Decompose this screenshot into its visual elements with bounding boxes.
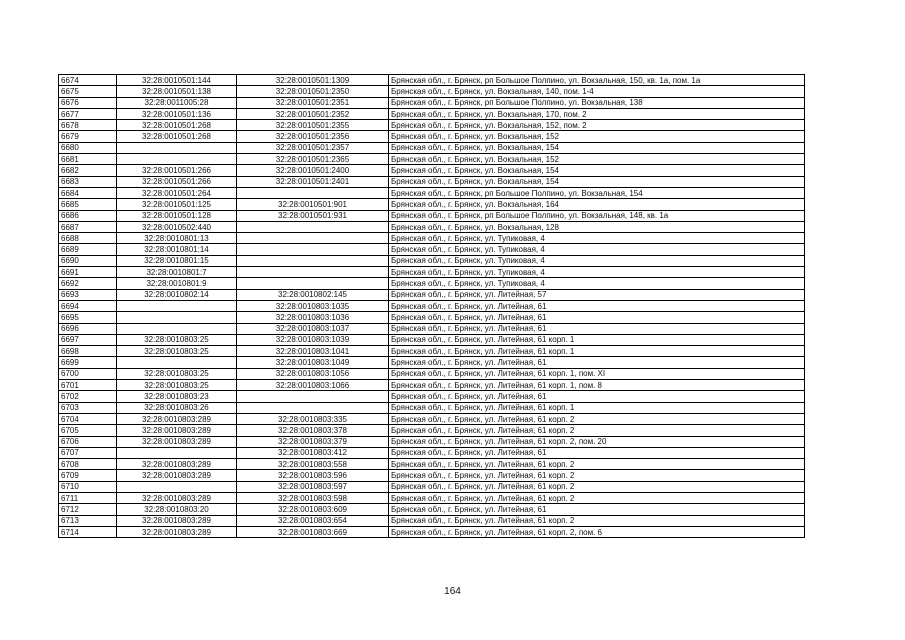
land-cadastral-number-cell [117, 154, 237, 165]
row-number-cell: 6681 [59, 154, 117, 165]
object-cadastral-number-cell: 32:28:0010803:609 [237, 504, 389, 515]
table-row [59, 267, 805, 278]
land-cadastral-number-cell: 32:28:0010803:20 [117, 504, 237, 515]
address-cell: Брянская обл., г. Брянск, ул. Литейная, 61 корп. 2 [389, 459, 805, 470]
table-row [59, 187, 805, 198]
address-cell: Брянская обл., г. Брянск, ул. Литейная, 61 корп. 2 [389, 481, 805, 492]
land-cadastral-number-cell: 32:28:0010803:289 [117, 515, 237, 526]
row-number-cell: 6702 [59, 391, 117, 402]
address-cell: Брянская обл., г. Брянск, ул. Литейная, 61 корп. 2 [389, 470, 805, 481]
table-row [59, 402, 805, 413]
object-cadastral-number-cell: 32:28:0010501:2365 [237, 154, 389, 165]
land-cadastral-number-cell [117, 481, 237, 492]
land-cadastral-number-cell: 32:28:0010501:138 [117, 86, 237, 97]
row-number-cell: 6678 [59, 120, 117, 131]
address-cell: Брянская обл., г. Брянск, ул. Вокзальная, 164 [389, 199, 805, 210]
land-cadastral-number-cell: 32:28:0011005:28 [117, 97, 237, 108]
table-row [59, 425, 805, 436]
object-cadastral-number-cell: 32:28:0010803:335 [237, 413, 389, 424]
land-cadastral-number-cell: 32:28:0010501:128 [117, 210, 237, 221]
row-number-cell: 6692 [59, 278, 117, 289]
address-cell: Брянская обл., г. Брянск, ул. Литейная, 61 [389, 357, 805, 368]
table-row [59, 176, 805, 187]
row-number-cell: 6674 [59, 75, 117, 86]
page-number: 164 [444, 586, 461, 597]
row-number-cell: 6709 [59, 470, 117, 481]
land-cadastral-number-cell: 32:28:0010501:268 [117, 120, 237, 131]
address-cell: Брянская обл., г. Брянск, ул. Литейная, 61 корп. 2 [389, 515, 805, 526]
land-cadastral-number-cell: 32:28:0010502:440 [117, 221, 237, 232]
row-number-cell: 6712 [59, 504, 117, 515]
object-cadastral-number-cell: 32:28:0010803:1037 [237, 323, 389, 334]
table-row [59, 244, 805, 255]
object-cadastral-number-cell: 32:28:0010803:558 [237, 459, 389, 470]
land-cadastral-number-cell: 32:28:0010803:289 [117, 470, 237, 481]
land-cadastral-number-cell: 32:28:0010501:266 [117, 165, 237, 176]
object-cadastral-number-cell: 32:28:0010802:145 [237, 289, 389, 300]
object-cadastral-number-cell [237, 255, 389, 266]
object-cadastral-number-cell [237, 278, 389, 289]
row-number-cell: 6699 [59, 357, 117, 368]
object-cadastral-number-cell: 32:28:0010501:2350 [237, 86, 389, 97]
row-number-cell: 6697 [59, 334, 117, 345]
land-cadastral-number-cell [117, 357, 237, 368]
address-cell: Брянская обл., г. Брянск, ул. Литейная, 61 [389, 447, 805, 458]
row-number-cell: 6686 [59, 210, 117, 221]
table-row [59, 120, 805, 131]
address-cell: Брянская обл., г. Брянск, ул. Литейная, 61 корп. 2 [389, 413, 805, 424]
row-number-cell: 6700 [59, 368, 117, 379]
row-number-cell: 6690 [59, 255, 117, 266]
address-cell: Брянская обл., г. Брянск, рп Большое Полпино, ул. Вокзальная, 148, кв. 1а [389, 210, 805, 221]
table-row [59, 357, 805, 368]
table-row [59, 459, 805, 470]
row-number-cell: 6696 [59, 323, 117, 334]
object-cadastral-number-cell: 32:28:0010803:1056 [237, 368, 389, 379]
address-cell: Брянская обл., г. Брянск, ул. Литейная, 61 корп. 1 [389, 334, 805, 345]
object-cadastral-number-cell [237, 187, 389, 198]
address-cell: Брянская обл., г. Брянск, ул. Вокзальная, 128 [389, 221, 805, 232]
land-cadastral-number-cell: 32:28:0010803:289 [117, 436, 237, 447]
table-row [59, 210, 805, 221]
address-cell: Брянская обл., г. Брянск, ул. Тупиковая, 4 [389, 267, 805, 278]
object-cadastral-number-cell [237, 267, 389, 278]
row-number-cell: 6711 [59, 492, 117, 503]
address-cell: Брянская обл., г. Брянск, ул. Вокзальная, 170, пом. 2 [389, 108, 805, 119]
table-row [59, 108, 805, 119]
table-row [59, 255, 805, 266]
land-cadastral-number-cell: 32:28:0010803:26 [117, 402, 237, 413]
table-row [59, 436, 805, 447]
land-cadastral-number-cell: 32:28:0010501:125 [117, 199, 237, 210]
table-row [59, 312, 805, 323]
registry-table [58, 74, 805, 538]
table-row [59, 447, 805, 458]
table-row [59, 221, 805, 232]
row-number-cell: 6695 [59, 312, 117, 323]
land-cadastral-number-cell: 32:28:0010801:7 [117, 267, 237, 278]
table-body [59, 75, 805, 538]
table-row [59, 470, 805, 481]
land-cadastral-number-cell: 32:28:0010802:14 [117, 289, 237, 300]
table-row [59, 154, 805, 165]
object-cadastral-number-cell: 32:28:0010803:1049 [237, 357, 389, 368]
row-number-cell: 6710 [59, 481, 117, 492]
land-cadastral-number-cell: 32:28:0010803:25 [117, 368, 237, 379]
address-cell: Брянская обл., г. Брянск, рп Большое Полпино, ул. Вокзальная, 154 [389, 187, 805, 198]
row-number-cell: 6689 [59, 244, 117, 255]
land-cadastral-number-cell: 32:28:0010803:23 [117, 391, 237, 402]
row-number-cell: 6706 [59, 436, 117, 447]
row-number-cell: 6688 [59, 233, 117, 244]
object-cadastral-number-cell: 32:28:0010501:2352 [237, 108, 389, 119]
object-cadastral-number-cell: 32:28:0010501:931 [237, 210, 389, 221]
land-cadastral-number-cell [117, 300, 237, 311]
address-cell: Брянская обл., г. Брянск, рп Большое Полпино, ул. Вокзальная, 138 [389, 97, 805, 108]
address-cell: Брянская обл., г. Брянск, ул. Литейная, 61 [389, 312, 805, 323]
row-number-cell: 6705 [59, 425, 117, 436]
land-cadastral-number-cell: 32:28:0010803:25 [117, 346, 237, 357]
table-row [59, 391, 805, 402]
object-cadastral-number-cell: 32:28:0010803:1035 [237, 300, 389, 311]
address-cell: Брянская обл., г. Брянск, ул. Литейная, 61 корп. 1 [389, 402, 805, 413]
row-number-cell: 6701 [59, 380, 117, 391]
object-cadastral-number-cell: 32:28:0010501:2355 [237, 120, 389, 131]
table-row [59, 300, 805, 311]
row-number-cell: 6675 [59, 86, 117, 97]
object-cadastral-number-cell: 32:28:0010803:597 [237, 481, 389, 492]
object-cadastral-number-cell: 32:28:0010501:2351 [237, 97, 389, 108]
row-number-cell: 6676 [59, 97, 117, 108]
land-cadastral-number-cell [117, 323, 237, 334]
row-number-cell: 6714 [59, 526, 117, 537]
land-cadastral-number-cell: 32:28:0010501:144 [117, 75, 237, 86]
object-cadastral-number-cell: 32:28:0010803:598 [237, 492, 389, 503]
object-cadastral-number-cell [237, 233, 389, 244]
address-cell: Брянская обл., г. Брянск, рп Большое Полпино, ул. Вокзальная, 150, кв. 1а, пом. 1а [389, 75, 805, 86]
land-cadastral-number-cell: 32:28:0010801:15 [117, 255, 237, 266]
table-row [59, 199, 805, 210]
object-cadastral-number-cell: 32:28:0010803:1036 [237, 312, 389, 323]
address-cell: Брянская обл., г. Брянск, ул. Литейная, 61 корп. 1, пом. 8 [389, 380, 805, 391]
row-number-cell: 6683 [59, 176, 117, 187]
address-cell: Брянская обл., г. Брянск, ул. Литейная, 61 корп. 1 [389, 346, 805, 357]
address-cell: Брянская обл., г. Брянск, ул. Вокзальная, 152 [389, 131, 805, 142]
object-cadastral-number-cell: 32:28:0010803:412 [237, 447, 389, 458]
address-cell: Брянская обл., г. Брянск, ул. Литейная, 61 корп. 1, пом. XI [389, 368, 805, 379]
land-cadastral-number-cell: 32:28:0010803:289 [117, 459, 237, 470]
table-row [59, 86, 805, 97]
land-cadastral-number-cell [117, 447, 237, 458]
object-cadastral-number-cell: 32:28:0010803:379 [237, 436, 389, 447]
row-number-cell: 6713 [59, 515, 117, 526]
object-cadastral-number-cell: 32:28:0010501:2400 [237, 165, 389, 176]
land-cadastral-number-cell: 32:28:0010801:9 [117, 278, 237, 289]
land-cadastral-number-cell [117, 142, 237, 153]
object-cadastral-number-cell: 32:28:0010803:669 [237, 526, 389, 537]
table-row [59, 346, 805, 357]
row-number-cell: 6680 [59, 142, 117, 153]
land-cadastral-number-cell: 32:28:0010801:13 [117, 233, 237, 244]
row-number-cell: 6687 [59, 221, 117, 232]
table-row [59, 131, 805, 142]
object-cadastral-number-cell [237, 402, 389, 413]
row-number-cell: 6694 [59, 300, 117, 311]
land-cadastral-number-cell: 32:28:0010803:289 [117, 492, 237, 503]
object-cadastral-number-cell: 32:28:0010501:2401 [237, 176, 389, 187]
object-cadastral-number-cell: 32:28:0010501:2357 [237, 142, 389, 153]
row-number-cell: 6703 [59, 402, 117, 413]
land-cadastral-number-cell: 32:28:0010803:289 [117, 425, 237, 436]
row-number-cell: 6684 [59, 187, 117, 198]
land-cadastral-number-cell: 32:28:0010803:289 [117, 413, 237, 424]
table-row [59, 278, 805, 289]
row-number-cell: 6698 [59, 346, 117, 357]
object-cadastral-number-cell [237, 391, 389, 402]
address-cell: Брянская обл., г. Брянск, ул. Вокзальная, 152 [389, 154, 805, 165]
table-row [59, 515, 805, 526]
object-cadastral-number-cell: 32:28:0010803:654 [237, 515, 389, 526]
object-cadastral-number-cell: 32:28:0010501:1309 [237, 75, 389, 86]
object-cadastral-number-cell [237, 244, 389, 255]
row-number-cell: 6704 [59, 413, 117, 424]
row-number-cell: 6685 [59, 199, 117, 210]
object-cadastral-number-cell: 32:28:0010803:378 [237, 425, 389, 436]
address-cell: Брянская обл., г. Брянск, ул. Литейная, 61 корп. 2, пом. 20 [389, 436, 805, 447]
table-row [59, 368, 805, 379]
row-number-cell: 6679 [59, 131, 117, 142]
address-cell: Брянская обл., г. Брянск, ул. Вокзальная, 154 [389, 142, 805, 153]
address-cell: Брянская обл., г. Брянск, ул. Тупиковая, 4 [389, 244, 805, 255]
address-cell: Брянская обл., г. Брянск, ул. Вокзальная, 154 [389, 165, 805, 176]
row-number-cell: 6682 [59, 165, 117, 176]
object-cadastral-number-cell: 32:28:0010803:1039 [237, 334, 389, 345]
object-cadastral-number-cell: 32:28:0010803:596 [237, 470, 389, 481]
address-cell: Брянская обл., г. Брянск, ул. Литейная, 61 корп. 2 [389, 425, 805, 436]
row-number-cell: 6693 [59, 289, 117, 300]
row-number-cell: 6707 [59, 447, 117, 458]
row-number-cell: 6708 [59, 459, 117, 470]
table-row [59, 289, 805, 300]
table-row [59, 233, 805, 244]
object-cadastral-number-cell: 32:28:0010501:2356 [237, 131, 389, 142]
object-cadastral-number-cell: 32:28:0010501:901 [237, 199, 389, 210]
address-cell: Брянская обл., г. Брянск, ул. Литейная, 61 [389, 300, 805, 311]
address-cell: Брянская обл., г. Брянск, ул. Вокзальная, 140, пом. 1-4 [389, 86, 805, 97]
land-cadastral-number-cell: 32:28:0010501:266 [117, 176, 237, 187]
object-cadastral-number-cell: 32:28:0010803:1066 [237, 380, 389, 391]
address-cell: Брянская обл., г. Брянск, ул. Вокзальная, 154 [389, 176, 805, 187]
table-row [59, 504, 805, 515]
address-cell: Брянская обл., г. Брянск, ул. Тупиковая, 4 [389, 233, 805, 244]
row-number-cell: 6677 [59, 108, 117, 119]
land-cadastral-number-cell: 32:28:0010803:25 [117, 380, 237, 391]
address-cell: Брянская обл., г. Брянск, ул. Литейная, 61 [389, 504, 805, 515]
address-cell: Брянская обл., г. Брянск, ул. Литейная, 61 корп. 2, пом. 6 [389, 526, 805, 537]
table-row [59, 334, 805, 345]
address-cell: Брянская обл., г. Брянск, ул. Вокзальная, 152, пом. 2 [389, 120, 805, 131]
address-cell: Брянская обл., г. Брянск, ул. Тупиковая, 4 [389, 255, 805, 266]
table-row [59, 526, 805, 537]
address-cell: Брянская обл., г. Брянск, ул. Тупиковая, 4 [389, 278, 805, 289]
address-cell: Брянская обл., г. Брянск, ул. Литейная, 61 [389, 323, 805, 334]
object-cadastral-number-cell [237, 221, 389, 232]
address-cell: Брянская обл., г. Брянск, ул. Литейная, 61 корп. 2 [389, 492, 805, 503]
land-cadastral-number-cell [117, 312, 237, 323]
table-row [59, 481, 805, 492]
land-cadastral-number-cell: 32:28:0010501:268 [117, 131, 237, 142]
land-cadastral-number-cell: 32:28:0010501:136 [117, 108, 237, 119]
row-number-cell: 6691 [59, 267, 117, 278]
table-row [59, 323, 805, 334]
object-cadastral-number-cell: 32:28:0010803:1041 [237, 346, 389, 357]
land-cadastral-number-cell: 32:28:0010803:289 [117, 526, 237, 537]
table-row [59, 97, 805, 108]
land-cadastral-number-cell: 32:28:0010501:264 [117, 187, 237, 198]
address-cell: Брянская обл., г. Брянск, ул. Литейная, 61 [389, 391, 805, 402]
address-cell: Брянская обл., г. Брянск, ул. Литейная, 57 [389, 289, 805, 300]
land-cadastral-number-cell: 32:28:0010801:14 [117, 244, 237, 255]
table-row [59, 380, 805, 391]
table-row [59, 165, 805, 176]
table-row [59, 142, 805, 153]
table-row [59, 75, 805, 86]
table-row [59, 492, 805, 503]
table-row [59, 413, 805, 424]
land-cadastral-number-cell: 32:28:0010803:25 [117, 334, 237, 345]
